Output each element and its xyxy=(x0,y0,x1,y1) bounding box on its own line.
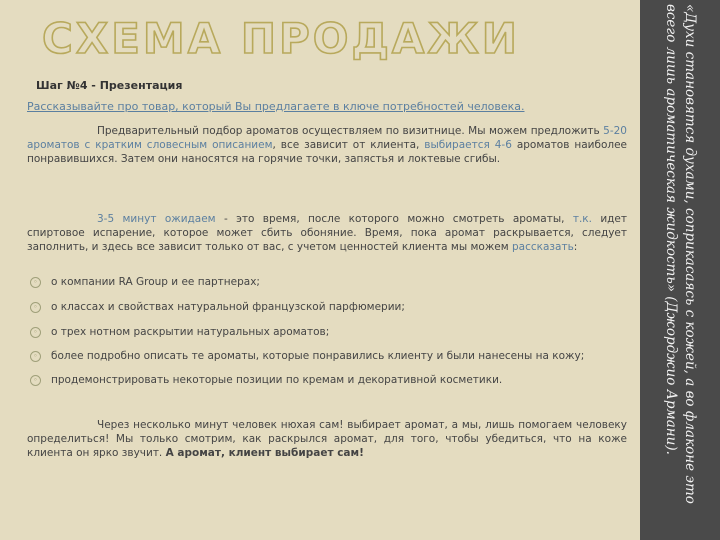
topics-list xyxy=(27,276,627,387)
list-item xyxy=(27,301,627,314)
para1-text-3: ароматов наиболее понравившихся. Затем они наносятся на горячие точки, запястья и локтевые сгибы. xyxy=(27,139,627,165)
para1-highlight-1: 5-20 ароматов с кратким словесным описанием xyxy=(27,125,627,151)
paragraph-waiting xyxy=(27,212,627,254)
slide-content xyxy=(22,0,630,540)
lead-text: Рассказывайте про товар, который Вы предлагаете в ключе потребностей человека. xyxy=(27,100,525,113)
para2-text-1: - это время, после которого можно смотреть ароматы, xyxy=(215,213,573,225)
para2-text-2: идет спиртовое испарение, которое может сбить обоняние. Время, пока аромат раскрывается, следует заполнить, и здесь все зависит только от вас, с учетом ценностей клиента мы можем xyxy=(27,213,627,253)
circled-marker-icon: ◦ xyxy=(30,327,41,338)
list-item-text: о трех нотном раскрытии натуральных ароматов; xyxy=(51,326,330,338)
slide-title: СХЕМА ПРОДАЖИ xyxy=(42,14,520,63)
para2-highlight-2: т.к. xyxy=(572,213,592,225)
para1-text-1: Предварительный подбор ароматов осуществляем по визитнице. Мы можем предложить xyxy=(97,125,604,137)
circled-marker-icon: ◦ xyxy=(30,375,41,386)
para2-highlight-3: рассказать xyxy=(512,241,574,253)
list-item-text: продемонстрировать некоторые позиции по кремам и декоративной косметики. xyxy=(51,374,503,386)
list-item-text: о компании RA Group и ее партнерах; xyxy=(51,276,260,288)
circled-marker-icon: ◦ xyxy=(30,302,41,313)
paragraph-selection xyxy=(27,124,627,166)
para2-text-3: : xyxy=(573,241,578,253)
list-item xyxy=(27,326,627,339)
para1-text-2: , все зависит от клиента, xyxy=(272,139,425,151)
paragraph-conclusion xyxy=(27,418,627,460)
list-item xyxy=(27,374,627,387)
armani-quote: «Духи становятся духами, соприкасаясь с кожей, а во флаконе это всего лишь ароматическая жидкость» (Джорджио Армани). xyxy=(663,4,698,504)
step-heading: Шаг №4 - Презентация xyxy=(36,79,183,92)
para2-highlight-1: 3-5 минут ожидаем xyxy=(97,213,216,225)
circled-marker-icon: ◦ xyxy=(30,277,41,288)
list-item-text: более подробно описать те ароматы, которые понравились клиенту и были нанесены на кожу; xyxy=(51,350,585,362)
list-item xyxy=(27,350,627,363)
para3-emphasis: А аромат, клиент выбирает сам! xyxy=(165,447,364,459)
list-item-text: о классах и свойствах натуральной французской парфюмерии; xyxy=(51,301,405,313)
para1-highlight-2: выбирается 4-6 xyxy=(424,139,512,151)
para3-text: Через несколько минут человек нюхая сам! выбирает аромат, а мы, лишь помогаем человеку определиться! Мы только смотрим, как раскрылся аромат, для того, чтобы убедиться, что на коже клиента он ярко звучит. xyxy=(27,419,627,459)
circled-marker-icon: ◦ xyxy=(30,351,41,362)
list-item xyxy=(27,276,627,289)
